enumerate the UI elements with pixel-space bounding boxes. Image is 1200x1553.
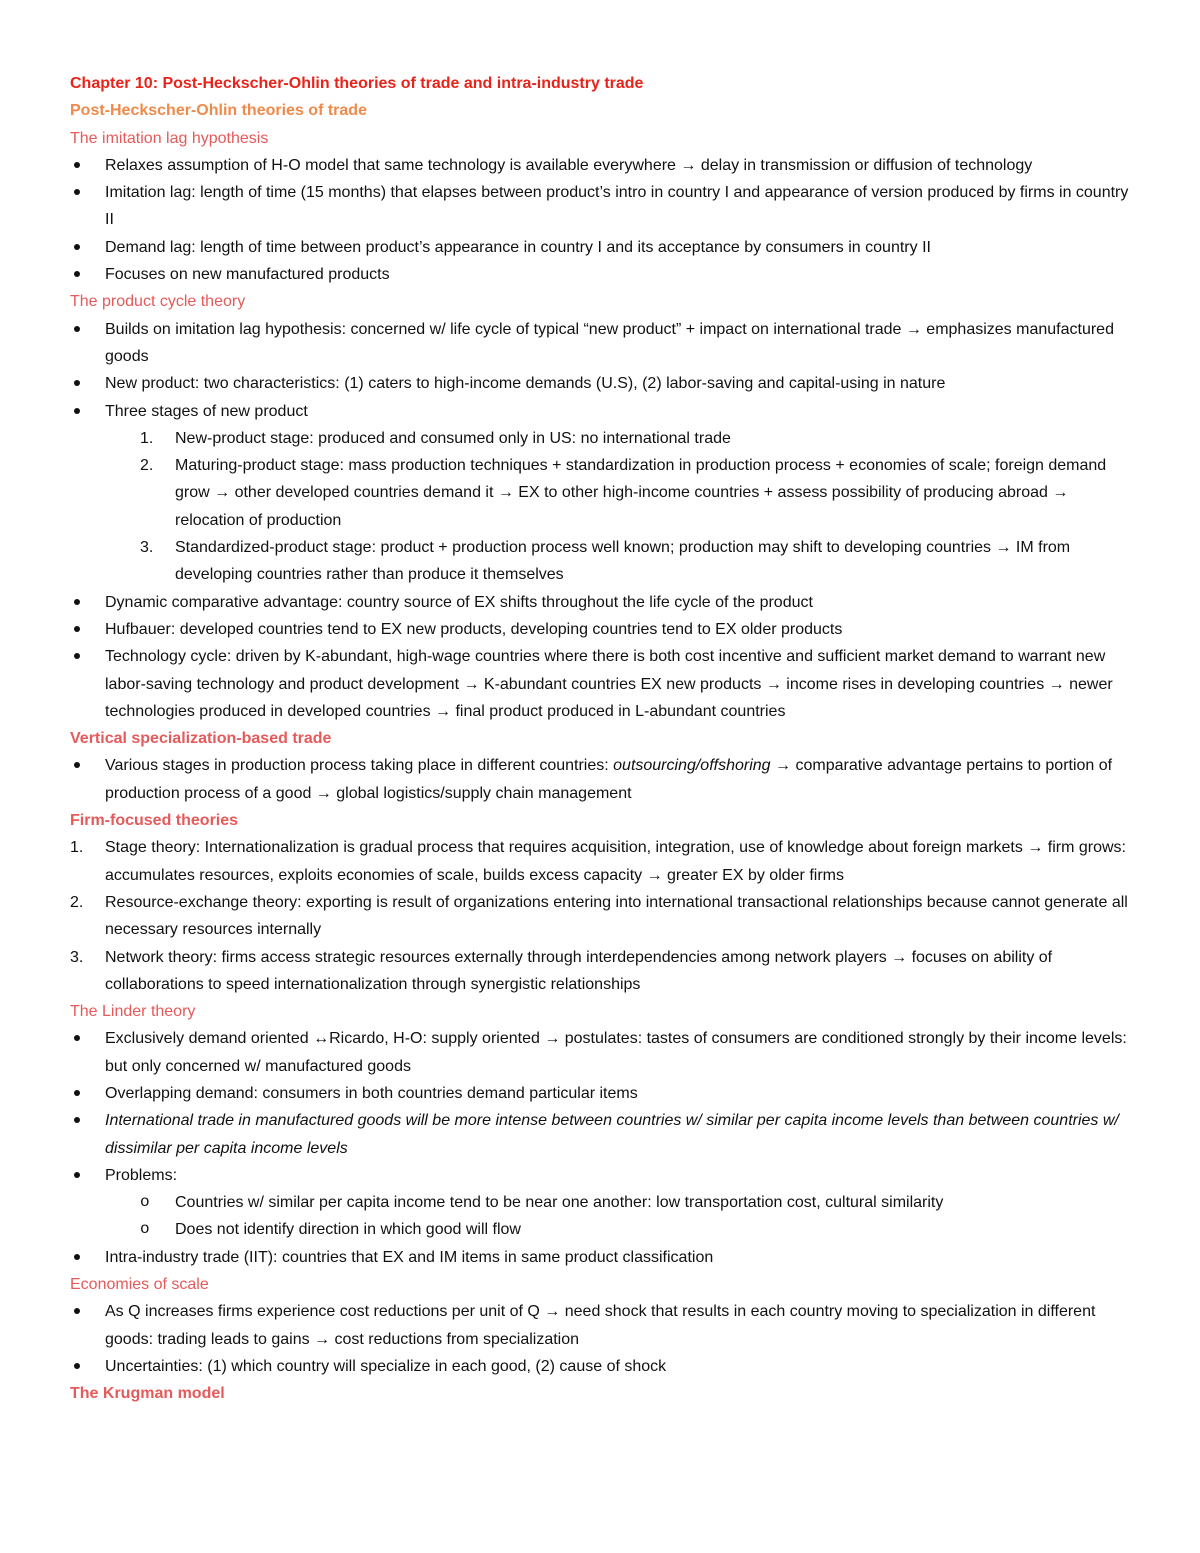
economies-list xyxy=(70,1298,1130,1380)
list-item: o Does not identify direction in which good will flow xyxy=(70,1216,1130,1243)
product-stages-list xyxy=(70,425,1130,589)
list-item: Overlapping demand: consumers in both countries demand particular items xyxy=(70,1080,1130,1107)
list-item: Imitation lag: length of time (15 months) that elapses between product’s intro in country I and appearance of version produced by firms in country II xyxy=(70,179,1130,234)
heading-vertical-specialization: Vertical specialization-based trade xyxy=(70,730,332,748)
firm-theories-list xyxy=(70,834,1130,998)
heading-linder-theory: The Linder theory xyxy=(70,1003,196,1021)
heading-firm-focused: Firm-focused theories xyxy=(70,812,239,830)
document-page xyxy=(70,70,1130,1408)
product-cycle-list-2 xyxy=(70,589,1130,725)
item-text: New-product stage: produced and consumed only in US: no international trade xyxy=(175,429,731,447)
list-item: As Q increases firms experience cost reductions per unit of Q → need shock that results in each country moving to specialization in different goods: trading leads to gains → cost reductions from specialization xyxy=(70,1298,1130,1353)
list-item xyxy=(70,534,1130,589)
list-item: Three stages of new product xyxy=(70,398,1130,425)
imitation-lag-list xyxy=(70,152,1130,288)
problems-list xyxy=(70,1189,1130,1244)
list-item xyxy=(70,752,1130,807)
list-item: o Countries w/ similar per capita income tend to be near one another: low transportation cost, cultural similarity xyxy=(70,1189,1130,1216)
item-number: 2. xyxy=(70,893,84,911)
list-item xyxy=(70,452,1130,534)
item-number: 3. xyxy=(70,948,84,966)
product-cycle-list xyxy=(70,316,1130,425)
item-text: Maturing-product stage: mass production techniques + standardization in production process + economies of scale; foreign demand grow → other developed countries demand it → EX to other high-income countries + assess possibility of producing abroad → relocation of production xyxy=(175,457,1107,529)
list-item: Relaxes assumption of H-O model that same technology is available everywhere → delay in transmission or diffusion of technology xyxy=(70,152,1130,179)
list-item xyxy=(70,1107,1130,1162)
list-item: New product: two characteristics: (1) caters to high-income demands (U.S), (2) labor-saving and capital-using in nature xyxy=(70,370,1130,397)
item-number: 2. xyxy=(140,457,154,475)
item-number: 1. xyxy=(140,429,154,447)
list-item: Dynamic comparative advantage: country source of EX shifts throughout the life cycle of the product xyxy=(70,589,1130,616)
list-item: Intra-industry trade (IIT): countries that EX and IM items in same product classification xyxy=(70,1244,1130,1271)
vertical-list xyxy=(70,752,1130,807)
linder-list-2 xyxy=(70,1244,1130,1271)
item-text: Network theory: firms access strategic resources externally through interdependencies among network players → focuses on ability of collaborations to speed internationalization through synergistic relationships xyxy=(105,948,1053,993)
chapter-title: Chapter 10: Post-Heckscher-Ohlin theories of trade and intra-industry trade xyxy=(70,75,644,92)
item-text: Resource-exchange theory: exporting is result of organizations entering into international transactional relationships because cannot generate all necessary resources internally xyxy=(105,893,1128,939)
heading-product-cycle: The product cycle theory xyxy=(70,293,246,311)
list-item xyxy=(70,889,1130,944)
list-item: Technology cycle: driven by K-abundant, high-wage countries where there is both cost incentive and sufficient market demand to warrant new labor-saving technology and product development → K-abundant countries EX new products → income rises in developing countries → newer technologies produced in developed countries → final product produced in L-abundant countries xyxy=(70,643,1130,725)
linder-list xyxy=(70,1025,1130,1189)
item-number: 1. xyxy=(70,839,84,857)
item-text-italic: outsourcing/offshoring xyxy=(613,757,771,775)
list-item: Builds on imitation lag hypothesis: concerned w/ life cycle of typical “new product” + impact on international trade → emphasizes manufactured goods xyxy=(70,316,1130,371)
list-item: Exclusively demand oriented ↔Ricardo, H-O: supply oriented → postulates: tastes of consumers are conditioned strongly by their income levels: but only concerned w/ manufactured goods xyxy=(70,1025,1130,1080)
item-text: Stage theory: Internationalization is gradual process that requires acquisition, integration, use of knowledge about foreign markets → firm grows: accumulates resources, exploits economies of scale, builds excess capacity → greater EX by older firms xyxy=(105,839,1126,884)
section-subtitle: Post-Heckscher-Ohlin theories of trade xyxy=(70,102,367,120)
list-item xyxy=(70,944,1130,999)
item-text: Standardized-product stage: product + production process well known; production may shift to developing countries → IM from developing countries rather than produce it themselves xyxy=(175,539,1071,584)
list-item: Hufbauer: developed countries tend to EX new products, developing countries tend to EX older products xyxy=(70,616,1130,643)
item-text-italic: International trade in manufactured goods will be more intense between countries w/ similar per capita income levels than between countries w/ dissimilar per capita income levels xyxy=(105,1112,1119,1157)
heading-krugman-model: The Krugman model xyxy=(70,1385,225,1403)
heading-imitation-lag: The imitation lag hypothesis xyxy=(70,129,269,147)
list-item: Uncertainties: (1) which country will specialize in each good, (2) cause of shock xyxy=(70,1353,1130,1380)
item-number: 3. xyxy=(140,539,154,557)
item-text: → comparative advantage pertains to portion of production process of a good → global logistics/supply chain management xyxy=(105,757,1113,802)
item-text: Various stages in production process taking place in different countries: xyxy=(105,757,614,775)
list-item: Demand lag: length of time between product’s appearance in country I and its acceptance by consumers in country II xyxy=(70,234,1130,261)
list-item xyxy=(70,425,1130,452)
list-item: Problems: xyxy=(70,1162,1130,1189)
list-item xyxy=(70,834,1130,889)
list-item: Focuses on new manufactured products xyxy=(70,261,1130,288)
heading-economies-of-scale: Economies of scale xyxy=(70,1276,209,1294)
